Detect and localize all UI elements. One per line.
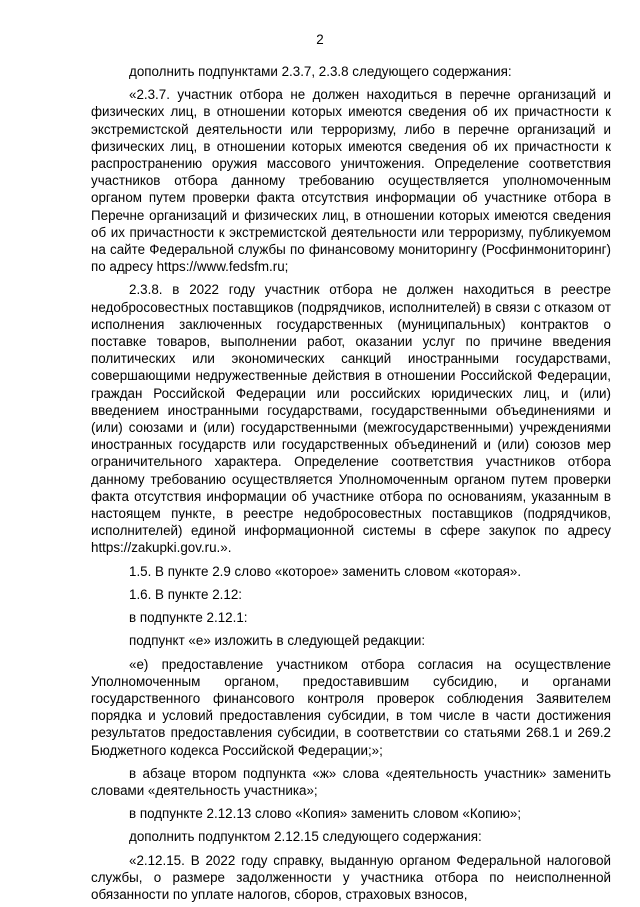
paragraph-zh: в абзаце втором подпункта «ж» слова «деятельность участник» заменить словами «деятельность участника»; [91,765,611,798]
paragraph-subpoint-2-12-1: в подпункте 2.12.1: [129,610,248,626]
paragraph-2-3-7: «2.3.7. участник отбора не должен находиться в перечне организаций и физических лиц, в отношении которых имеются сведения об их причастности к экстремистской деятельности или терроризму, либо в перечне организаций и физических лиц, в отношении которых имеются сведения об их причастности к распространению оружия массового уничтожения. Определение соответствия участников отбора данному требованию осуществляется уполномоченным органом путем проверки факта отсутствия информации об участнике отбора в Перечне организаций и физических лиц, в отношении которых имеются сведения об их причастности к экстремистской деятельности или терроризму, публикуемом на сайте Федеральной службы по финансовому мониторингу (Росфинмониторинг) по адресу https://www.fedsfm.ru; [91,87,611,275]
document-body [91,63,611,907]
page-number: 2 [316,32,324,47]
paragraph-2-3-8: 2.3.8. в 2022 году участник отбора не должен находиться в реестре недобросовестных поставщиков (подрядчиков, исполнителей) в связи с отказом от исполнения заключенных государственных (муниципальных) контрактов о поставке товаров, выполнении работ, оказании услуг по причине введения политических или экономических санкций иностранными государствами, совершающими недружественные действия в отношении Российской Федерации, граждан Российской Федерации или российских юридических лиц, и (или) введением иностранными государствами, государственными объединениями и (или) союзами и (или) государственными (межгосударственными) учреждениями иностранных государств или государственных объединений и (или) союзов мер ограничительного характера. Определение соответствия участников отбора данному требованию осуществляется Уполномоченным органом путем проверки факта отсутствия информации об участнике отбора по основаниям, указанным в настоящем пункте, в реестре недобросовестных поставщиков (подрядчиков, исполнителей) единой информационной системы в сфере закупок по адресу https://zakupki.gov.ru.». [91,282,611,556]
paragraph-1-6: 1.6. В пункте 2.12: [129,586,242,602]
paragraph-2-12-15: «2.12.15. В 2022 году справку, выданную органом Федеральной налоговой службы, о размере задолженности у участника отбора по неисполненной обязанности по уплате налогов, сборов, страховых взносов, [91,852,611,902]
paragraph-e-text: «е) предоставление участником отбора согласия на осуществление Уполномоченным органом, предоставившим субсидию, и органами государственного финансового контроля проверок соблюдения Заявителем порядка и условий предоставления субсидии, в том числе в части достижения результатов предоставления субсидии, в соответствии со статьями 268.1 и 269.2 Бюджетного кодекса Российской Федерации;»; [91,656,611,758]
paragraph-add-2-12-15: дополнить подпунктом 2.12.15 следующего содержания: [129,829,482,845]
paragraph-2-12-13: в подпункте 2.12.13 слово «Копия» заменить словом «Копию»; [129,806,522,822]
paragraph-intro: дополнить подпунктами 2.3.7, 2.3.8 следующего содержания: [129,64,512,79]
paragraph-1-5: 1.5. В пункте 2.9 слово «которое» заменить словом «которая». [129,563,522,579]
paragraph-subpoint-e: подпункт «е» изложить в следующей редакции: [129,633,426,649]
